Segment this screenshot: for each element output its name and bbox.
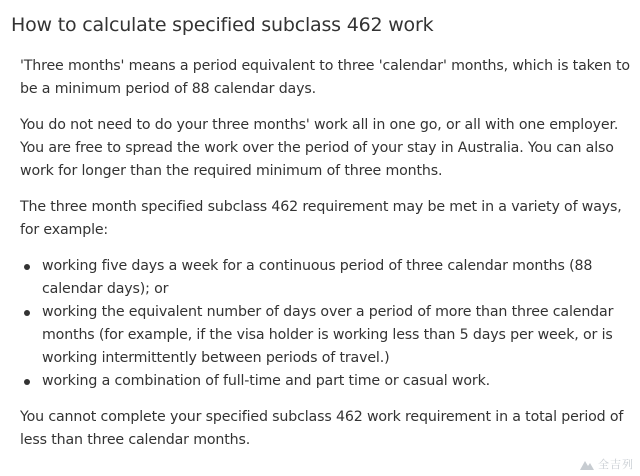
paragraph-ways-intro: The three month specified subclass 462 requirement may be met in a variety of ways, for example:: [20, 199, 622, 238]
watermark-text: 全吉列: [598, 458, 634, 471]
watermark: [579, 456, 634, 472]
paragraph-definition: 'Three months' means a period equivalent to three 'calendar' months, which is taken to be a minimum period of 88 calendar days.: [20, 58, 630, 97]
mountain-logo-icon: [579, 456, 595, 472]
paragraph-spread-work: You do not need to do your three months' work all in one go, or all with one employer. You are free to spread the work over the period of your stay in Australia. You can also work for longer than the required minimum of three months.: [20, 117, 619, 179]
article-body: [20, 55, 632, 465]
paragraph-closing: You cannot complete your specified subclass 462 work requirement in a total period of less than three calendar months.: [20, 409, 624, 448]
list-item: working a combination of full-time and part time or casual work.: [42, 370, 632, 393]
ways-list: [20, 255, 632, 393]
page-title: How to calculate specified subclass 462 work: [11, 14, 434, 36]
list-item: working the equivalent number of days over a period of more than three calendar months (for example, if the visa holder is working less than 5 days per week, or is working intermittently between periods of travel.): [42, 301, 632, 370]
list-item: working five days a week for a continuous period of three calendar months (88 calendar days); or: [42, 255, 632, 301]
